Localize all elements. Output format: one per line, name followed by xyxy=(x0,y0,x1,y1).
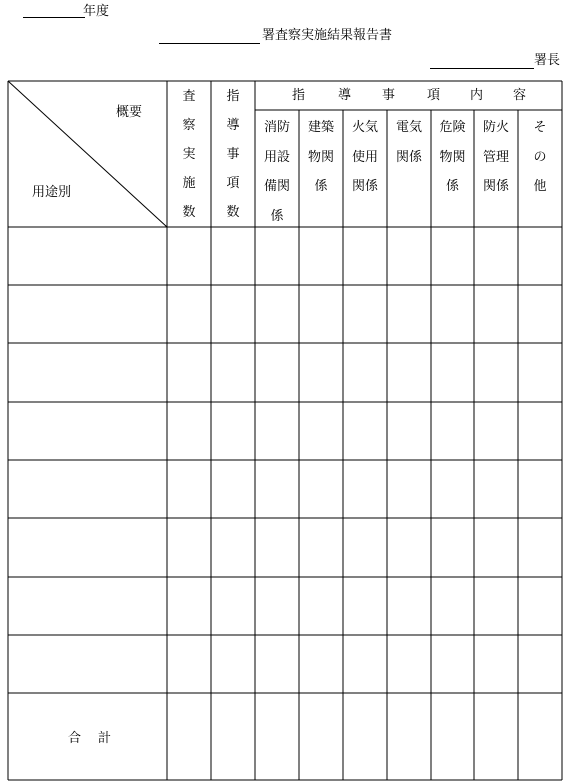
report-title: 署査察実施結果報告書 xyxy=(262,28,393,43)
col-inspection-count-header: 査 察 実 施 数 xyxy=(182,89,196,220)
year-label: 年度 xyxy=(83,4,110,19)
group-header-char: 指 xyxy=(292,88,306,103)
group-header-char: 導 xyxy=(338,88,352,103)
total-label: 合 xyxy=(68,731,82,746)
group-header-char: 項 xyxy=(427,88,441,103)
corner-heading-summary: 概要 xyxy=(116,105,143,120)
subcol-other: そ の 他 xyxy=(533,120,547,194)
group-header-char: 内 xyxy=(470,88,484,103)
subcol-fire-management: 防火 管理 関係 xyxy=(482,120,509,194)
subcol-fire-equipment: 消防 用設 備関 係 xyxy=(263,120,290,224)
group-header-char: 事 xyxy=(382,88,396,103)
subcol-electric: 電気 関係 xyxy=(395,120,422,165)
corner-heading-usage: 用途別 xyxy=(32,185,72,200)
subcol-hazardous: 危険 物関 係 xyxy=(439,120,466,194)
group-header-char: 容 xyxy=(513,88,527,103)
subcol-building: 建築 物関 係 xyxy=(307,120,334,194)
col-guidance-count-header: 指 導 事 項 数 xyxy=(226,89,240,220)
corner-diagonal xyxy=(8,81,167,227)
chief-label: 署長 xyxy=(534,53,561,68)
total-label: 計 xyxy=(98,731,112,746)
subcol-fire-use: 火気 使用 関係 xyxy=(351,120,378,194)
